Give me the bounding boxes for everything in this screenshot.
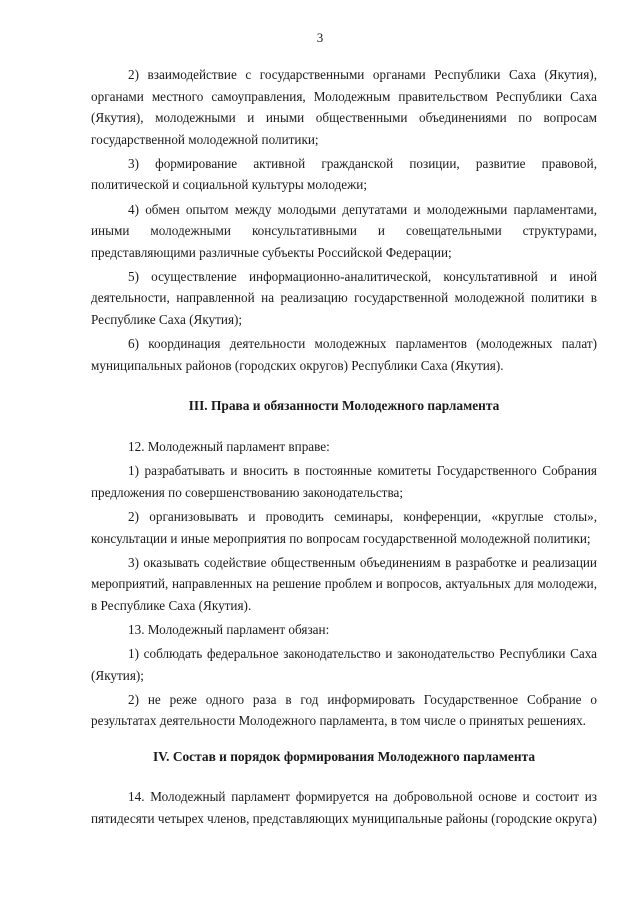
paragraph: 3) оказывать содействие общественным объединениям в разработке и реализации мероприятий, направленных на решение проблем и вопросов, актуальных для молодежи, в Республике Саха (Якутия).	[91, 554, 597, 613]
paragraph: 1) разрабатывать и вносить в постоянные комитеты Государственного Собрания предложения по совершенствованию законодательства;	[91, 463, 597, 500]
paragraph: 13. Молодежный парламент обязан:	[128, 622, 330, 638]
paragraph: 2) не реже одного раза в год информировать Государственное Собрание о результатах деятельности Молодежного парламента, в том числе о принятых решениях.	[91, 691, 597, 729]
paragraph: 1) соблюдать федеральное законодательство и законодательство Республики Саха (Якутия);	[91, 646, 597, 683]
paragraph: 2) взаимодействие с государственными органами Республики Саха (Якутия), органами местного самоуправления, Молодежным правительством Республики Саха (Якутия), молодежными и иными общественными объединениями по вопросам государственной молодежной политики;	[91, 67, 597, 147]
document-body	[91, 64, 597, 832]
paragraph: 14. Молодежный парламент формируется на добровольной основе и состоит из пятидесяти четырех членов, представляющих муниципальные районы (городские округа)	[91, 789, 597, 826]
paragraph: 4) обмен опытом между молодыми депутатами и молодежными парламентами, иными молодежными консультативными и совещательными структурами, представляющими различные субъекты Российской Федерации;	[91, 201, 597, 260]
page-number: 3	[316, 30, 324, 45]
paragraph: 6) координация деятельности молодежных парламентов (молодежных палат) муниципальных районов (городских округов) Республики Саха (Якутия).	[91, 336, 597, 373]
section-heading: III. Права и обязанности Молодежного парламента	[188, 398, 500, 414]
section-heading: IV. Состав и порядок формирования Молодежного парламента	[152, 749, 536, 765]
paragraph: 3) формирование активной гражданской позиции, развитие правовой, политической и социальной культуры молодежи;	[91, 155, 597, 193]
paragraph: 2) организовывать и проводить семинары, конференции, «круглые столы», консультации и иные мероприятия по вопросам государственной молодежной политики;	[91, 509, 597, 546]
paragraph: 5) осуществление информационно-аналитической, консультативной и иной деятельности, направленной на реализацию государственной молодежной политики в Республике Саха (Якутия);	[91, 268, 597, 328]
paragraph: 12. Молодежный парламент вправе:	[128, 439, 330, 455]
